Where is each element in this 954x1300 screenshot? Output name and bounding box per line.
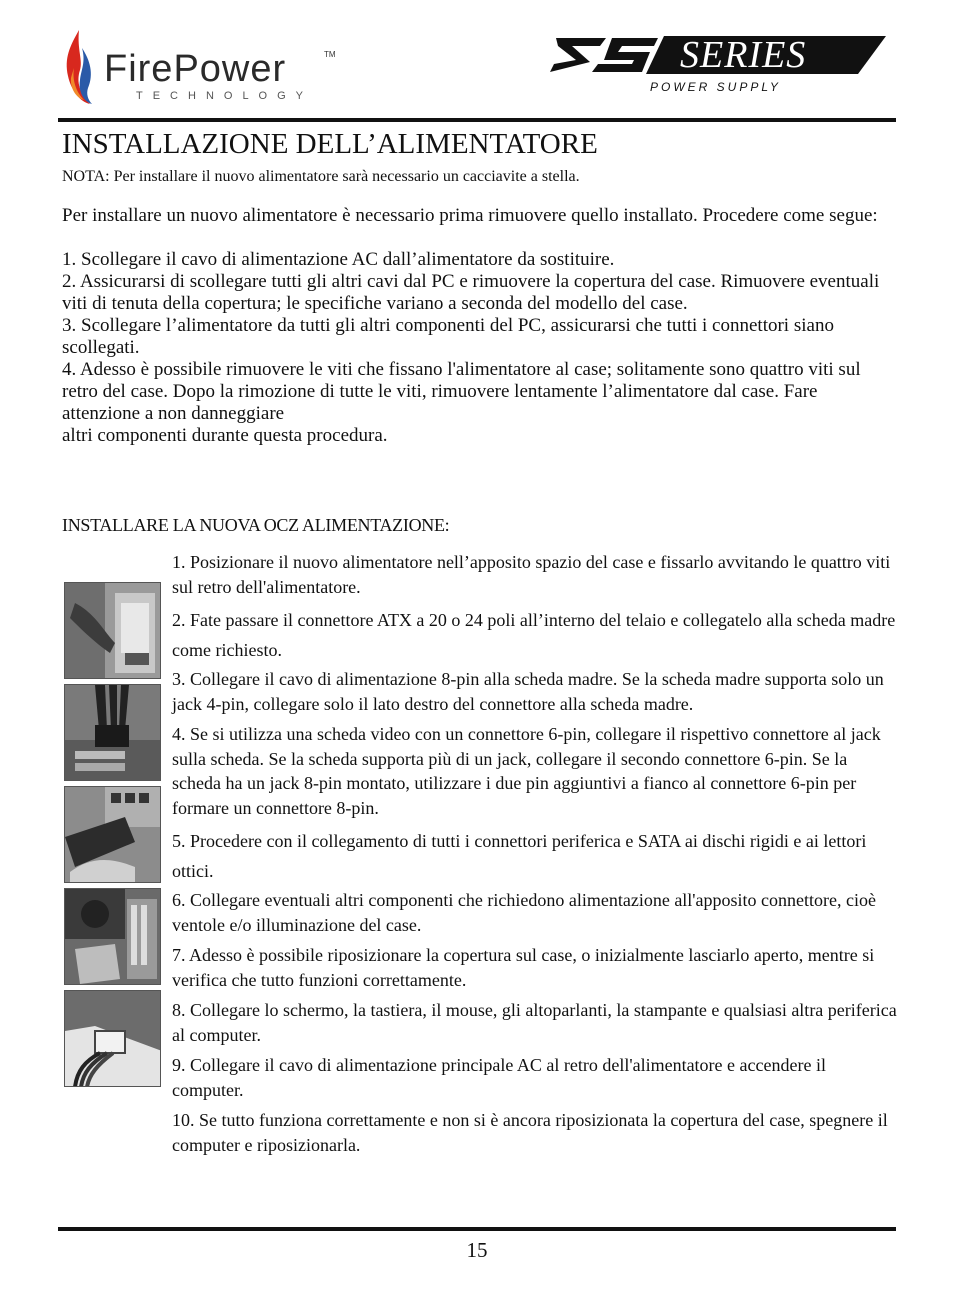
removal-step-4: 4. Adesso è possibile rimuovere le viti che fissano l'alimentatore al case; solitamente sono quattro viti sul retro del case. Dopo la rimozione di tutte le viti, rimuovere lentamente l’alimentatore dal case. Fare attenzione a non danneggiare — [62, 359, 861, 424]
install-steps-list — [172, 550, 897, 1163]
photo-molex-drive — [64, 990, 161, 1087]
bottom-rule — [58, 1227, 896, 1231]
flame-logo-icon — [62, 28, 96, 106]
install-subheading: INSTALLARE LA NUOVA OCZ ALIMENTAZIONE: — [62, 515, 450, 535]
series-word: SERIES — [680, 34, 807, 76]
install-step-2: 2. Fate passare il connettore ATX a 20 o 24 poli all’interno del telaio e collegatelo alla scheda madre come richiesto. — [172, 610, 896, 660]
intro-paragraph: Per installare un nuovo alimentatore è necessario prima rimuovere quello installato. Procedere come segue: — [62, 205, 878, 226]
photo-graphics-card-power — [64, 786, 161, 883]
photo-psu-mounting — [64, 582, 161, 679]
brand-subtitle: TECHNOLOGY — [136, 90, 314, 102]
removal-step-2: 2. Assicurarsi di scollegare tutti gli altri cavi dal PC e rimuovere la copertura del case. Rimuovere eventuali viti di tenuta della copertura; le specifiche variano a seconda del modello del case. — [62, 271, 880, 314]
install-step-1: 1. Posizionare il nuovo alimentatore nell’apposito spazio del case e fissarlo avvitando le quattro viti sul retro dell'alimentatore. — [172, 552, 891, 597]
install-step-7: 7. Adesso è possibile riposizionare la copertura sul case, o inizialmente lasciarlo aperto, mentre si verifica che tutto funzioni correttamente. — [172, 945, 875, 990]
intro-section — [62, 205, 892, 447]
removal-step-4-continued: altri componenti durante questa procedura. — [62, 425, 388, 446]
note-text: NOTA: Per installare il nuovo alimentatore sarà necessario un cacciavite a stella. — [62, 168, 580, 185]
install-step-5: 5. Procedere con il collegamento di tutti i connettori periferica e SATA ai dischi rigidi e ai lettori ottici. — [172, 831, 867, 881]
photo-8pin-connector — [64, 684, 161, 781]
removal-step-3: 3. Scollegare l’alimentatore da tutti gli altri componenti del PC, assicurarsi che tutti i connettori siano scollegati. — [62, 315, 834, 358]
photo-sata-connectors — [64, 888, 161, 985]
page-title: INSTALLAZIONE DELL’ALIMENTATORE — [62, 128, 598, 160]
install-step-4: 4. Se si utilizza una scheda video con un connettore 6-pin, collegare il rispettivo connettore al jack sulla scheda. Se la scheda supporta più di un jack, collegare il secondo connettore 6-pin. Se la scheda ha un jack 8-pin montato, utilizzare i due pin aggiuntivi a fianco al connettore 6-pin per formare un connettore 8-pin. — [172, 724, 881, 818]
zs-series-logo — [546, 30, 891, 100]
brand-trademark: TM — [324, 50, 336, 59]
install-photos — [64, 582, 161, 1092]
install-step-3: 3. Collegare il cavo di alimentazione 8-pin alla scheda madre. Se la scheda madre supporta solo un jack 4-pin, collegare solo il lato destro del connettore alla scheda madre. — [172, 669, 884, 714]
page-number: 15 — [466, 1238, 488, 1262]
install-step-10: 10. Se tutto funziona correttamente e non si è ancora riposizionata la copertura del case, spegnere il computer e riposizionarla. — [172, 1110, 888, 1155]
power-supply-label: POWER SUPPLY — [650, 80, 781, 94]
install-step-9: 9. Collegare il cavo di alimentazione principale AC al retro dell'alimentatore e accendere il computer. — [172, 1055, 826, 1100]
install-step-8: 8. Collegare lo schermo, la tastiera, il mouse, gli altoparlanti, la stampante e qualsiasi altra periferica al computer. — [172, 1000, 897, 1045]
firepower-logo — [62, 28, 342, 108]
install-step-6: 6. Collegare eventuali altri componenti che richiedono alimentazione all'apposito connettore, cioè ventole e/o illuminazione del case. — [172, 890, 876, 935]
brand-name: FirePower — [104, 48, 287, 90]
top-rule — [58, 118, 896, 122]
removal-step-1: 1. Scollegare il cavo di alimentazione AC dall’alimentatore da sostituire. — [62, 249, 615, 270]
